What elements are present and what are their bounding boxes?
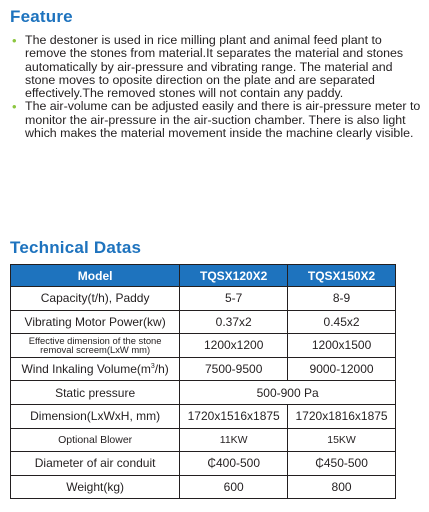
feature-heading: Feature bbox=[10, 7, 73, 26]
header-tqsx150x2: TQSX150X2 bbox=[288, 265, 396, 287]
table-row bbox=[11, 287, 396, 311]
row-value: 1200x1200 bbox=[180, 334, 288, 358]
row-label: Static pressure bbox=[11, 381, 180, 405]
row-value: 8-9 bbox=[288, 287, 396, 311]
row-value: 11KW bbox=[180, 428, 288, 452]
row-value-merged: 500-900 Pa bbox=[180, 381, 396, 405]
row-value: 9000-12000 bbox=[288, 357, 396, 381]
header-tqsx120x2: TQSX120X2 bbox=[180, 265, 288, 287]
row-label: Capacity(t/h), Paddy bbox=[11, 287, 180, 311]
spec-table bbox=[10, 264, 396, 499]
row-value: 1200x1500 bbox=[288, 334, 396, 358]
row-label: Dimension(LxWxH, mm) bbox=[11, 404, 180, 428]
bullet-icon: • bbox=[12, 33, 17, 48]
feature-text: The air-volume can be adjusted easily and there is air-pressure meter to monitor the air-pressure in the air-suction chamber. There is also light which makes the material movement inside the machine clearly visible. bbox=[25, 99, 421, 141]
row-value: 0.45x2 bbox=[288, 310, 396, 334]
row-value: 800 bbox=[288, 475, 396, 499]
feature-item bbox=[12, 34, 422, 100]
row-value: 1720x1516x1875 bbox=[180, 404, 288, 428]
row-value: 5-7 bbox=[180, 287, 288, 311]
table-row bbox=[11, 475, 396, 499]
table-row bbox=[11, 357, 396, 381]
feature-list bbox=[12, 34, 422, 140]
feature-item bbox=[12, 100, 422, 140]
row-value: 600 bbox=[180, 475, 288, 499]
table-row bbox=[11, 334, 396, 358]
row-label: Optional Blower bbox=[11, 428, 180, 452]
row-value: 0.37x2 bbox=[180, 310, 288, 334]
table-row bbox=[11, 404, 396, 428]
table-row bbox=[11, 381, 396, 405]
row-value: ₵400-500 bbox=[180, 452, 288, 476]
row-value: 15KW bbox=[288, 428, 396, 452]
row-label: Vibrating Motor Power(kw) bbox=[11, 310, 180, 334]
header-model: Model bbox=[11, 265, 180, 287]
row-value: 1720x1816x1875 bbox=[288, 404, 396, 428]
bullet-icon: • bbox=[12, 99, 17, 115]
technical-heading: Technical Datas bbox=[10, 238, 142, 257]
row-label: Diameter of air conduit bbox=[11, 452, 180, 476]
row-value: 7500-9500 bbox=[180, 357, 288, 381]
table-row bbox=[11, 452, 396, 476]
table-header-row bbox=[11, 265, 396, 287]
row-label: Weight(kg) bbox=[11, 475, 180, 499]
row-label: Wind Inkaling $Volume(m^3/h)$ bbox=[11, 357, 180, 381]
row-label: Effective dimension of the stone removal screem(LxW mm) bbox=[11, 334, 180, 358]
table-row bbox=[11, 428, 396, 452]
table-row bbox=[11, 310, 396, 334]
row-value: ₵450-500 bbox=[288, 452, 396, 476]
feature-text: The destoner is used in rice milling plant and animal feed plant to remove the stones from material.It separates the material and stones automatically by air-pressure and vibrating range. The material and stone moves to oposite direction on the plate and are separated effectively.The removed stones will not contain any paddy. bbox=[25, 33, 404, 101]
